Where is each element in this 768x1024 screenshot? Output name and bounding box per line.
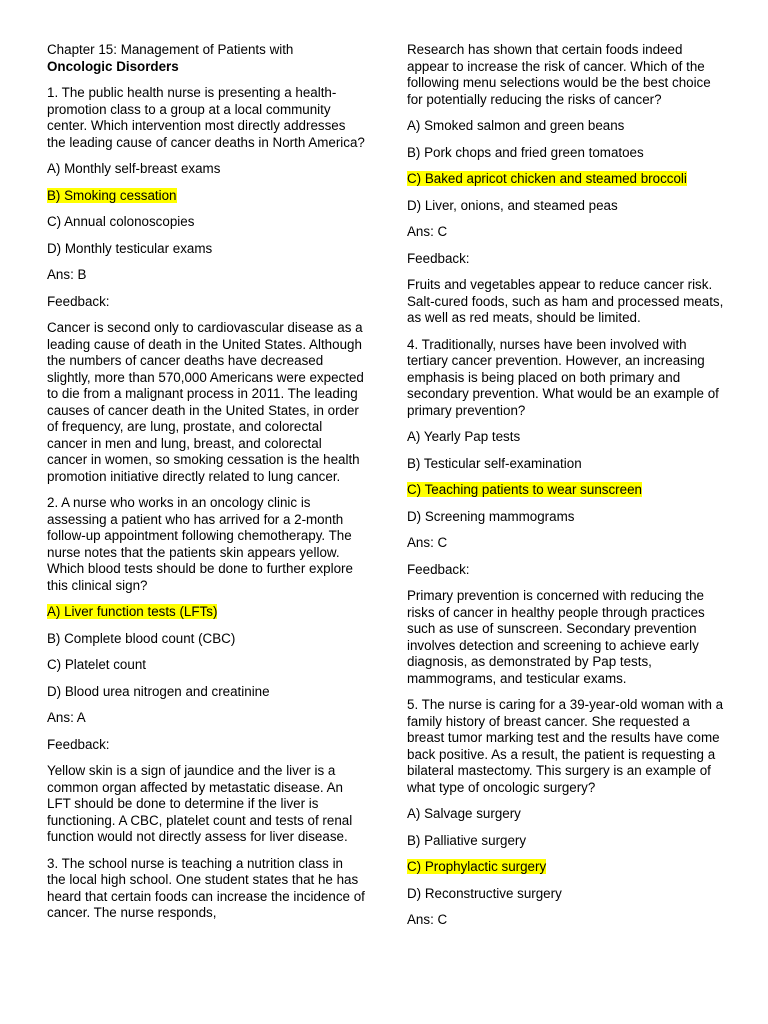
answer-option (407, 859, 725, 876)
block-text: 4. Traditionally, nurses have been involved with tertiary cancer prevention. However, an increasing emphasis is being placed on both primary and secondary prevention. What would be an example of primary prevention? (407, 336, 719, 418)
answer-key (47, 267, 365, 284)
paragraph-text (407, 588, 725, 687)
paragraph-text (47, 320, 365, 485)
answer-option (407, 171, 725, 188)
block-text: Research has shown that certain foods indeed appear to increase the risk of cancer. Which of the following menu selections would be the best choice for potentially reducing the risks of cancer? (407, 42, 711, 107)
block-text: Fruits and vegetables appear to reduce cancer risk. Salt-cured foods, such as ham and processed meats, as well as red meats, should be limited. (407, 277, 724, 325)
block-text: D) Reconstructive surgery (407, 885, 562, 901)
answer-key (407, 224, 725, 241)
block-text: B) Palliative surgery (407, 832, 527, 848)
answer-option (47, 604, 365, 621)
block-text: B) Testicular self-examination (407, 455, 582, 471)
right-column-content (407, 42, 725, 929)
block-text: C) Annual colonoscopies (47, 214, 195, 229)
feedback-label (407, 251, 725, 268)
answer-option (47, 684, 365, 701)
answer-option (47, 241, 365, 258)
feedback-label (47, 737, 365, 754)
highlighted-answer: C) Prophylactic surgery (407, 859, 547, 874)
answer-option (407, 833, 725, 850)
answer-option (407, 456, 725, 473)
block-text: Ans: C (407, 912, 448, 927)
question-text (407, 697, 725, 796)
block-text: Feedback: (47, 736, 110, 752)
answer-option (47, 188, 365, 205)
block-text: Feedback: (47, 293, 110, 309)
answer-key (407, 912, 725, 929)
block-text: 5. The nurse is caring for a 39-year-old woman with a family history of breast cancer. She requested a breast tumor marking test and the results have come back positive. As a result, the patient is requesting a bilateral mastectomy. This surgery is an example of what type of oncologic surgery? (407, 697, 724, 795)
answer-option (47, 161, 365, 178)
paragraph-text (407, 277, 725, 327)
block-text: 2. A nurse who works in an oncology clinic is assessing a patient who has arrived for a 2-month follow-up appointment following chemotherapy. The nurse notes that the patients skin appears yellow. Which blood tests should be done to further explore this clinical sign? (47, 495, 353, 593)
right-column (407, 42, 725, 939)
block-text: Ans: C (407, 535, 448, 550)
block-text: Ans: C (407, 224, 448, 239)
block-text: Feedback: (407, 561, 470, 577)
block-text: D) Monthly testicular exams (47, 240, 213, 256)
block-text: Feedback: (407, 250, 470, 266)
block-text: A) Monthly self-breast exams (47, 161, 221, 176)
chapter-title-line2: Oncologic Disorders (47, 58, 179, 74)
answer-option (407, 145, 725, 162)
answer-option (47, 214, 365, 231)
answer-option (407, 509, 725, 526)
block-text: C) Platelet count (47, 657, 146, 672)
answer-option (407, 482, 725, 499)
block-text: D) Liver, onions, and steamed peas (407, 197, 618, 213)
answer-option (407, 198, 725, 215)
block-text: Ans: B (47, 267, 87, 282)
highlighted-answer: A) Liver function tests (LFTs) (47, 604, 218, 619)
answer-option (47, 631, 365, 648)
block-text: B) Complete blood count (CBC) (47, 630, 236, 646)
block-text: A) Yearly Pap tests (407, 429, 521, 444)
paragraph-text (407, 42, 725, 108)
block-text: D) Blood urea nitrogen and creatinine (47, 683, 270, 699)
feedback-label (47, 294, 365, 311)
answer-option (407, 806, 725, 823)
answer-key (47, 710, 365, 727)
left-column (47, 42, 365, 932)
paragraph-text (47, 763, 365, 846)
block-text: D) Screening mammograms (407, 508, 575, 524)
block-text: Ans: A (47, 710, 86, 725)
question-text (47, 856, 365, 922)
block-text: A) Smoked salmon and green beans (407, 118, 625, 133)
question-text (47, 495, 365, 594)
answer-option (407, 118, 725, 135)
feedback-label (407, 562, 725, 579)
answer-option (47, 657, 365, 674)
question-text (407, 337, 725, 420)
highlighted-answer: C) Teaching patients to wear sunscreen (407, 482, 642, 497)
block-text: Primary prevention is concerned with reducing the risks of cancer in healthy people through practices such as use of sunscreen. Secondary prevention involves detection and screening to achieve early diagnosis, as demonstrated by Pap tests, mammograms, and testicular exams. (407, 588, 705, 686)
block-text: A) Salvage surgery (407, 806, 521, 821)
answer-option (407, 429, 725, 446)
block-text: B) Pork chops and fried green tomatoes (407, 144, 644, 160)
highlighted-answer: C) Baked apricot chicken and steamed broccoli (407, 171, 687, 186)
chapter-title-line1: Chapter 15: Management of Patients with (47, 42, 294, 57)
question-text (47, 85, 365, 151)
block-text: Yellow skin is a sign of jaundice and the liver is a common organ affected by metastatic disease. An LFT should be done to determine if the liver is functioning. A CBC, platelet count and tests of renal function would not directly assess for liver disease. (47, 763, 353, 844)
block-text: 3. The school nurse is teaching a nutrition class in the local high school. One student states that he has heard that certain foods can increase the incidence of cancer. The nurse responds, (47, 855, 365, 920)
highlighted-answer: B) Smoking cessation (47, 187, 177, 203)
block-text: 1. The public health nurse is presenting a health-promotion class to a group at a local community center. Which intervention most directly addresses the leading cause of cancer deaths in North America? (47, 85, 365, 150)
answer-option (407, 886, 725, 903)
block-text: Cancer is second only to cardiovascular disease as a leading cause of death in the United States. Although the numbers of cancer deaths have decreased slightly, more than 570,000 Americans were expected to die from a malignant process in 2011. The leading causes of cancer death in the United States, in order of frequency, are lung, prostate, and colorectal cancer in men and lung, breast, and colorectal cancer in women, so smoking cessation is the health promotion initiative directly related to lung cancer. (47, 320, 364, 484)
left-column-content (47, 85, 365, 922)
answer-key (407, 535, 725, 552)
chapter-heading (47, 42, 365, 75)
